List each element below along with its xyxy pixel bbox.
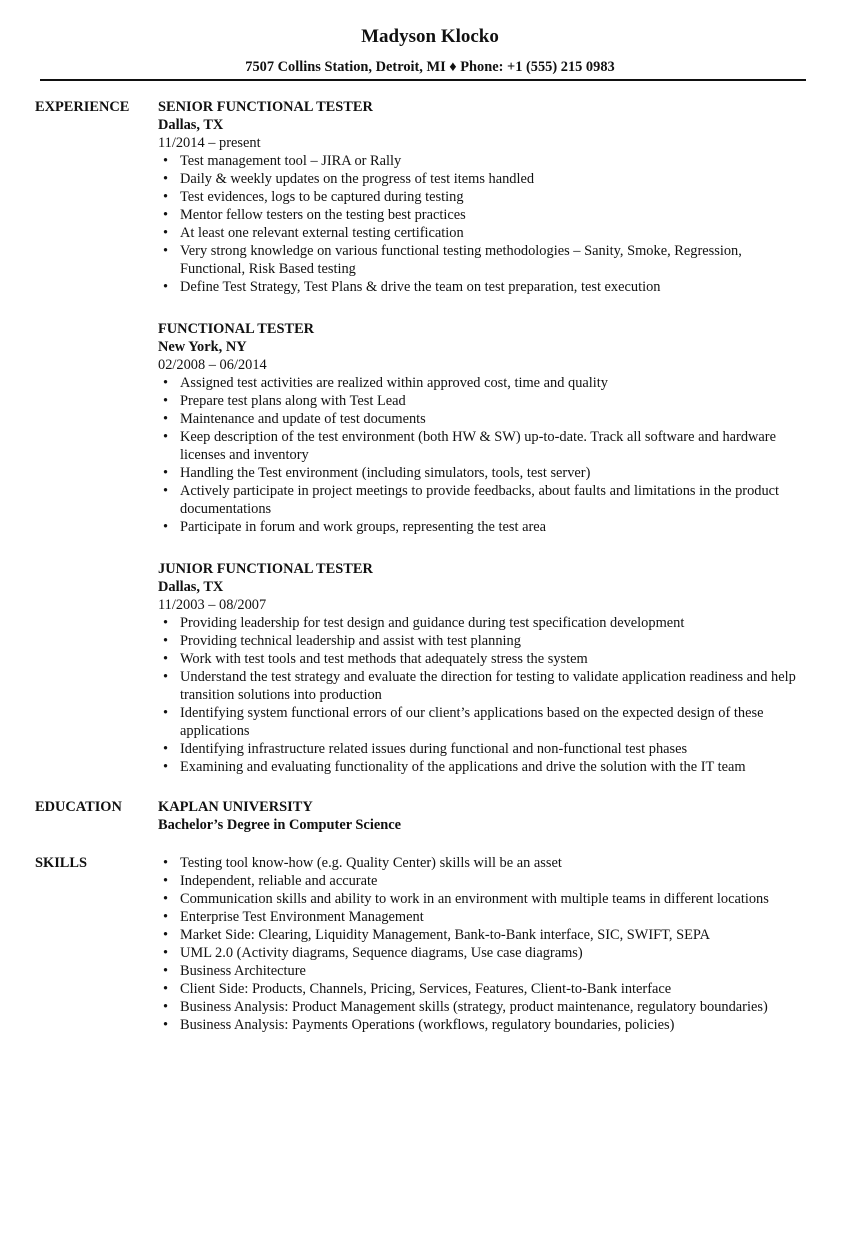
job-dates: 11/2003 – 08/2007	[158, 597, 267, 613]
job-title: FUNCTIONAL TESTER	[158, 321, 315, 337]
experience-section	[35, 98, 810, 776]
list-item: • Keep description of the test environment (both HW & SW) up-to-date. Track all software and hardware licenses and inventory	[180, 428, 810, 464]
job-dates: 02/2008 – 06/2014	[158, 357, 267, 373]
list-item: • Participate in forum and work groups, representing the test area	[180, 518, 810, 536]
education-body	[158, 798, 810, 834]
list-item: • Business Analysis: Product Management skills (strategy, product maintenance, regulatory boundaries)	[180, 998, 810, 1016]
list-item: • Prepare test plans along with Test Lead	[180, 392, 810, 410]
job-bullets	[158, 152, 810, 296]
list-item: • Understand the test strategy and evaluate the direction for testing to validate application readiness and help transition solutions into production	[180, 668, 810, 704]
list-item: • Client Side: Products, Channels, Pricing, Services, Features, Client-to-Bank interface	[180, 980, 810, 998]
list-item: • Define Test Strategy, Test Plans & drive the team on test preparation, test execution	[180, 278, 810, 296]
list-item: • Maintenance and update of test documents	[180, 410, 810, 428]
skills-heading: SKILLS	[35, 855, 87, 871]
list-item: • Communication skills and ability to work in an environment with multiple teams in different locations	[180, 890, 810, 908]
job-bullets	[158, 614, 810, 776]
school-name: KAPLAN UNIVERSITY	[158, 799, 313, 815]
list-item: • Identifying infrastructure related issues during functional and non-functional test phases	[180, 740, 810, 758]
experience-heading: EXPERIENCE	[35, 99, 130, 115]
list-item: • UML 2.0 (Activity diagrams, Sequence diagrams, Use case diagrams)	[180, 944, 810, 962]
education-section	[35, 798, 810, 834]
job-bullets	[158, 374, 810, 536]
education-heading: EDUCATION	[35, 799, 122, 815]
list-item: • Test evidences, logs to be captured during testing	[180, 188, 810, 206]
job-title: SENIOR FUNCTIONAL TESTER	[158, 99, 373, 115]
job-location: Dallas, TX	[158, 117, 224, 133]
job-entry	[158, 320, 810, 536]
list-item: • Actively participate in project meetings to provide feedbacks, about faults and limitations in the product documentations	[180, 482, 810, 518]
skills-section	[35, 854, 810, 1034]
job-entry	[158, 560, 810, 776]
list-item: • Mentor fellow testers on the testing best practices	[180, 206, 810, 224]
list-item: • Market Side: Clearing, Liquidity Management, Bank-to-Bank interface, SIC, SWIFT, SEPA	[180, 926, 810, 944]
job-title: JUNIOR FUNCTIONAL TESTER	[158, 561, 373, 577]
list-item: • Providing leadership for test design and guidance during test specification development	[180, 614, 810, 632]
list-item: • Business Analysis: Payments Operations (workflows, regulatory boundaries, policies)	[180, 1016, 810, 1034]
list-item: • Daily & weekly updates on the progress of test items handled	[180, 170, 810, 188]
skills-body	[158, 854, 810, 1034]
experience-body	[158, 98, 810, 776]
list-item: • Identifying system functional errors of our client’s applications based on the expected design of these applications	[180, 704, 810, 740]
header-divider	[40, 79, 806, 81]
list-item: • Work with test tools and test methods that adequately stress the system	[180, 650, 810, 668]
contact-line: 7507 Collins Station, Detroit, MI ♦ Phone: +1 (555) 215 0983	[245, 59, 615, 75]
list-item: • Enterprise Test Environment Management	[180, 908, 810, 926]
degree-name: Bachelor’s Degree in Computer Science	[158, 817, 401, 833]
list-item: • Assigned test activities are realized within approved cost, time and quality	[180, 374, 810, 392]
list-item: • Handling the Test environment (including simulators, tools, test server)	[180, 464, 810, 482]
job-entry	[158, 98, 810, 296]
job-location: New York, NY	[158, 339, 247, 355]
list-item: • Examining and evaluating functionality of the applications and drive the solution with the IT team	[180, 758, 810, 776]
job-location: Dallas, TX	[158, 579, 224, 595]
list-item: • Business Architecture	[180, 962, 810, 980]
job-dates: 11/2014 – present	[158, 135, 261, 151]
list-item: • Providing technical leadership and assist with test planning	[180, 632, 810, 650]
list-item: • Independent, reliable and accurate	[180, 872, 810, 890]
list-item: • At least one relevant external testing certification	[180, 224, 810, 242]
list-item: • Very strong knowledge on various functional testing methodologies – Sanity, Smoke, Regression, Functional, Risk Based testing	[180, 242, 810, 278]
resume-header	[0, 0, 860, 76]
candidate-name: Madyson Klocko	[361, 26, 499, 47]
list-item: • Test management tool – JIRA or Rally	[180, 152, 810, 170]
list-item: • Testing tool know-how (e.g. Quality Center) skills will be an asset	[180, 854, 810, 872]
skills-list	[158, 854, 810, 1034]
